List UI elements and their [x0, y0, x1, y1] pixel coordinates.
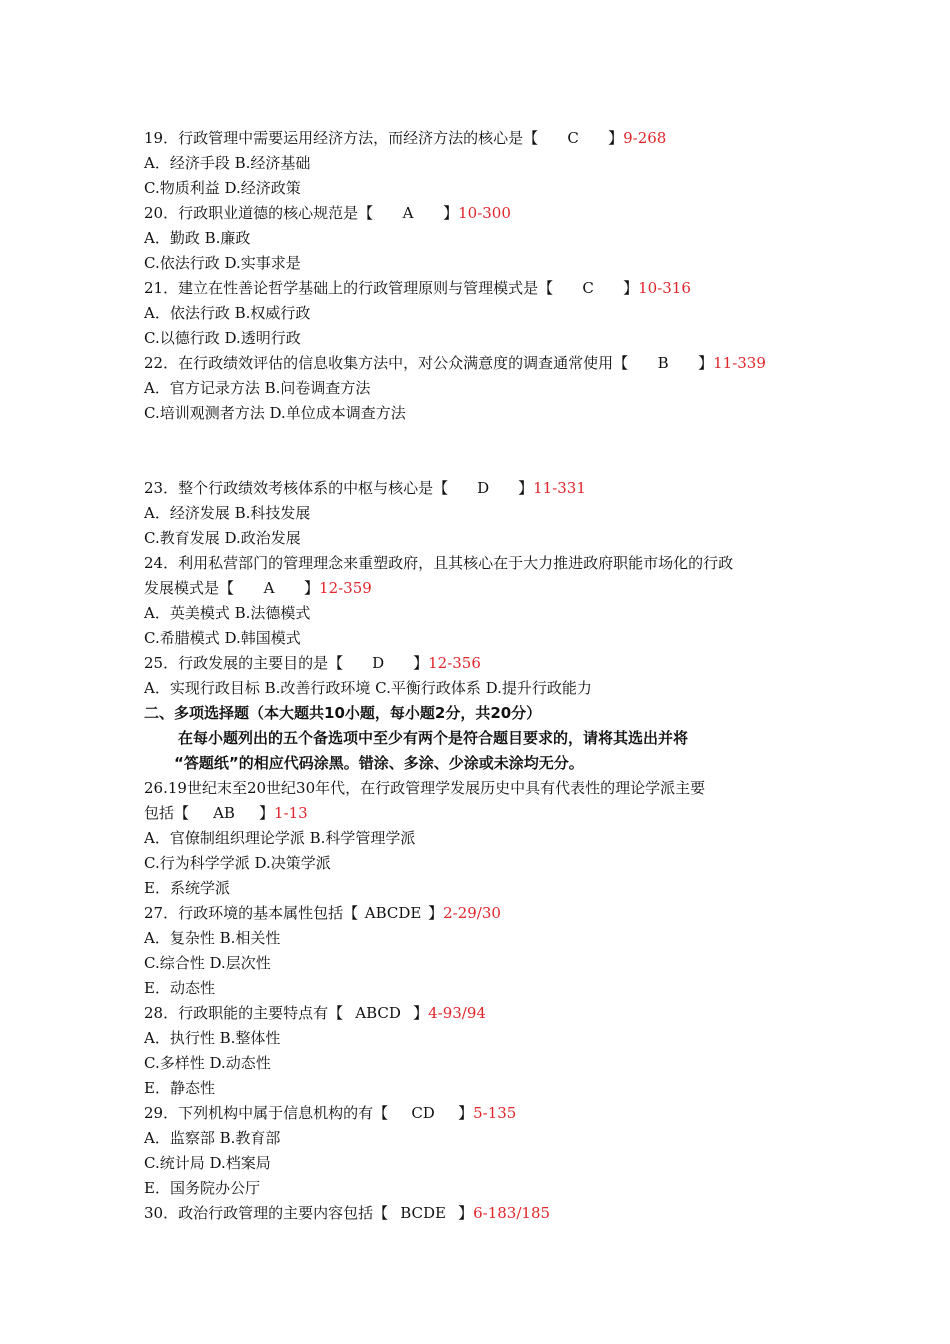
question-stem: 28．行政职能的主要特点有【	[144, 1004, 344, 1022]
question-28	[144, 1001, 824, 1026]
page-reference: 10-300	[458, 204, 511, 222]
question-stem: 20．行政职业道德的核心规范是【	[144, 204, 374, 222]
question-19	[144, 126, 824, 151]
option-line: C.以德行政 D.透明行政	[144, 329, 301, 347]
question-20	[144, 201, 824, 226]
section-instructions: “答题纸”的相应代码涂黑。错涂、多涂、少涂或未涂均无分。	[174, 754, 584, 772]
question-stem: 发展模式是【	[144, 579, 235, 597]
question-stem: 24．利用私营部门的管理理念来重塑政府，且其核心在于大力推进政府职能市场化的行政	[144, 554, 734, 572]
bracket-close: 】	[413, 1004, 429, 1022]
page-reference: 10-316	[638, 279, 691, 297]
answer: AB	[213, 804, 235, 822]
answer: CD	[411, 1104, 435, 1122]
option-line: C.物质利益 D.经济政策	[144, 179, 301, 197]
answer: D	[372, 654, 385, 672]
page-reference: 5-135	[473, 1104, 517, 1122]
page-reference: 2-29/30	[443, 904, 501, 922]
page-reference: 11-331	[533, 479, 586, 497]
answer: C	[567, 129, 579, 147]
question-stem: 23．整个行政绩效考核体系的中枢与核心是【	[144, 479, 449, 497]
option-line: E．动态性	[144, 979, 215, 997]
question-stem: 25．行政发展的主要目的是【	[144, 654, 344, 672]
option-line: C.教育发展 D.政治发展	[144, 529, 301, 547]
question-26-continued	[144, 801, 824, 826]
option-line: A．执行性 B.整体性	[144, 1029, 281, 1047]
bracket-close: 】	[518, 479, 534, 497]
option-line: C.统计局 D.档案局	[144, 1154, 271, 1172]
bracket-close: 】	[428, 904, 444, 922]
answer: BCDE	[400, 1204, 446, 1222]
question-stem: 26.19世纪末至20世纪30年代，在行政管理学发展历史中具有代表性的理论学派主要	[144, 779, 706, 797]
answer: ABCDE	[364, 904, 422, 922]
option-line: E．国务院办公厅	[144, 1179, 260, 1197]
question-stem: 包括【	[144, 804, 190, 822]
question-29	[144, 1101, 824, 1126]
answer: B	[657, 354, 669, 372]
section-instructions: 在每小题列出的五个备选项中至少有两个是符合题目要求的，请将其选出并将	[178, 729, 689, 747]
question-stem: 21．建立在性善论哲学基础上的行政管理原则与管理模式是【	[144, 279, 554, 297]
bracket-close: 】	[608, 129, 624, 147]
option-line: A．官方记录方法 B.问卷调查方法	[144, 379, 371, 397]
option-line: A．监察部 B.教育部	[144, 1129, 281, 1147]
spacer	[144, 426, 824, 476]
page-reference: 12-356	[428, 654, 481, 672]
bracket-close: 】	[623, 279, 639, 297]
page-reference: 11-339	[713, 354, 766, 372]
page-reference: 9-268	[623, 129, 667, 147]
question-25	[144, 651, 824, 676]
question-27	[144, 901, 824, 926]
exam-content	[144, 126, 824, 1226]
bracket-close: 】	[259, 804, 275, 822]
option-line: A．经济手段 B.经济基础	[144, 154, 311, 172]
option-line: C.行为科学学派 D.决策学派	[144, 854, 331, 872]
option-line: E．静态性	[144, 1079, 215, 1097]
question-stem: 22．在行政绩效评估的信息收集方法中，对公众满意度的调查通常使用【	[144, 354, 629, 372]
answer: D	[477, 479, 490, 497]
option-line: A．依法行政 B.权威行政	[144, 304, 311, 322]
question-30	[144, 1201, 824, 1226]
question-21	[144, 276, 824, 301]
question-24	[144, 551, 824, 576]
page-reference: 12-359	[319, 579, 372, 597]
question-22	[144, 351, 824, 376]
option-line: C.依法行政 D.实事求是	[144, 254, 301, 272]
answer: A	[402, 204, 414, 222]
answer: A	[263, 579, 275, 597]
bracket-close: 】	[304, 579, 320, 597]
option-line: A．复杂性 B.相关性	[144, 929, 281, 947]
option-line: A．官僚制组织理论学派 B.科学管理学派	[144, 829, 416, 847]
question-stem: 29．下列机构中属于信息机构的有【	[144, 1104, 389, 1122]
question-26	[144, 776, 824, 801]
question-stem: 27．行政环境的基本属性包括【	[144, 904, 359, 922]
question-24-continued	[144, 576, 824, 601]
option-line: A．勤政 B.廉政	[144, 229, 251, 247]
page-reference: 6-183/185	[473, 1204, 551, 1222]
option-line: A．经济发展 B.科技发展	[144, 504, 311, 522]
bracket-close: 】	[413, 654, 429, 672]
option-line: C.多样性 D.动态性	[144, 1054, 271, 1072]
option-line: C.综合性 D.层次性	[144, 954, 271, 972]
bracket-close: 】	[458, 1204, 474, 1222]
question-23	[144, 476, 824, 501]
page-reference: 1-13	[274, 804, 308, 822]
bracket-close: 】	[458, 1104, 474, 1122]
answer: ABCD	[355, 1004, 401, 1022]
page-reference: 4-93/94	[428, 1004, 486, 1022]
section-heading: 二、多项选择题（本大题共10小题，每小题2分，共20分）	[144, 704, 542, 722]
option-line: A．英美模式 B.法德模式	[144, 604, 311, 622]
option-line: A．实现行政目标 B.改善行政环境 C.平衡行政体系 D.提升行政能力	[144, 679, 592, 697]
question-stem: 19．行政管理中需要运用经济方法，而经济方法的核心是【	[144, 129, 539, 147]
option-line: C.培训观测者方法 D.单位成本调查方法	[144, 404, 406, 422]
option-line: C.希腊模式 D.韩国模式	[144, 629, 301, 647]
bracket-close: 】	[698, 354, 714, 372]
question-stem: 30．政治行政管理的主要内容包括【	[144, 1204, 389, 1222]
answer: C	[582, 279, 594, 297]
option-line: E．系统学派	[144, 879, 230, 897]
bracket-close: 】	[443, 204, 459, 222]
